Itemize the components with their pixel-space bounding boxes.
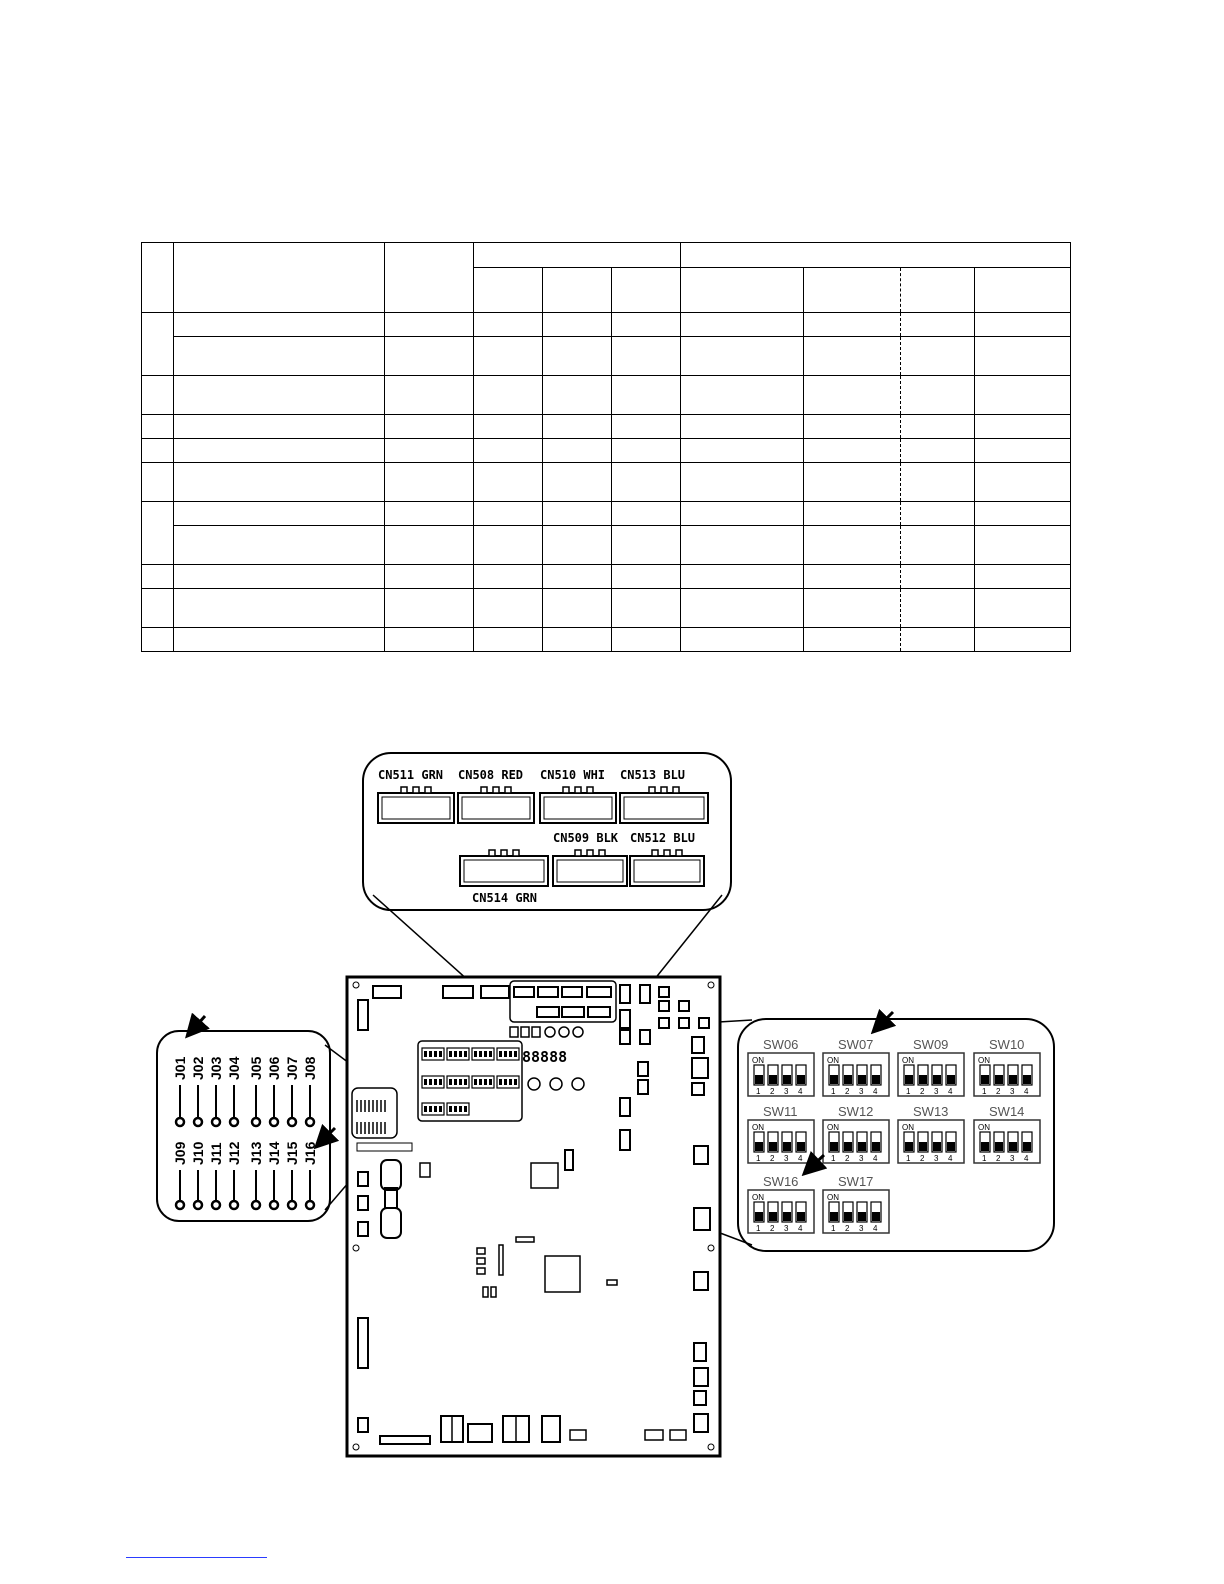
jumper-pad[interactable] [176, 1118, 184, 1126]
board-dip-switch [422, 1048, 444, 1060]
switch-position: 3 [859, 1224, 864, 1233]
board-dip-switch [497, 1048, 519, 1060]
switch-position: 1 [982, 1154, 987, 1163]
switch-position: 1 [982, 1087, 987, 1096]
jumper-label: J16 [302, 1141, 318, 1165]
jumper-label: J06 [266, 1056, 282, 1080]
board-dip-switch [447, 1048, 469, 1060]
switch-position: 3 [1010, 1087, 1015, 1096]
board-dip-switch [447, 1076, 469, 1088]
footer-link-underline [126, 1557, 267, 1558]
jumper-label: J03 [208, 1056, 224, 1080]
switch-position: 4 [873, 1154, 878, 1163]
board-dip-switch [497, 1076, 519, 1088]
switch-position: 3 [934, 1154, 939, 1163]
jumper-label: J10 [190, 1141, 206, 1165]
connector-row2-1 [630, 831, 704, 886]
switch-position: 4 [798, 1087, 803, 1096]
connector-label: CN508 RED [458, 768, 524, 782]
jumper-pad[interactable] [194, 1118, 202, 1126]
switch-position: 4 [1024, 1087, 1029, 1096]
connector-label: CN510 WHI [540, 768, 606, 782]
jumper-pad[interactable] [176, 1201, 184, 1209]
connector-row-1 [378, 768, 708, 823]
switch-position: 3 [784, 1154, 789, 1163]
jumper-label: J02 [190, 1056, 206, 1080]
led-display: 88888 [522, 1048, 568, 1066]
jumper-pad[interactable] [194, 1201, 202, 1209]
switch-label: SW06 [763, 1037, 799, 1052]
switch-label: SW12 [838, 1104, 874, 1119]
switch-on-label: ON [902, 1056, 914, 1065]
jumper-label: J11 [208, 1142, 224, 1165]
jumper-label: J05 [248, 1056, 264, 1080]
switch-position: 2 [845, 1224, 850, 1233]
pcb-board [347, 977, 720, 1456]
switch-on-label: ON [978, 1056, 990, 1065]
jumper-label: J08 [302, 1056, 318, 1080]
switch-position: 4 [798, 1154, 803, 1163]
switch-position: 3 [784, 1224, 789, 1233]
connector-1 [458, 768, 534, 823]
switch-on-label: ON [827, 1193, 839, 1202]
jumper-label: J07 [284, 1056, 300, 1080]
jumper-pad[interactable] [306, 1118, 314, 1126]
switch-position: 2 [996, 1087, 1001, 1096]
switch-position: 3 [934, 1087, 939, 1096]
switch-position: 3 [859, 1087, 864, 1096]
board-dip-switch [447, 1103, 469, 1115]
switch-label: SW17 [838, 1174, 874, 1189]
switch-position: 3 [784, 1087, 789, 1096]
connector-row2-0 [553, 831, 627, 886]
connector-label: CN511 GRN [378, 768, 444, 782]
board-dip-switch [422, 1076, 444, 1088]
connector-2 [540, 768, 616, 823]
jumper-label: J01 [172, 1056, 188, 1080]
switch-position: 1 [906, 1087, 911, 1096]
jumper-pad[interactable] [270, 1201, 278, 1209]
connector-label: CN514 GRN [472, 891, 538, 905]
switch-label: SW13 [913, 1104, 949, 1119]
switch-position: 1 [906, 1154, 911, 1163]
switch-position: 3 [859, 1154, 864, 1163]
switch-position: 2 [770, 1224, 775, 1233]
jumper-pad[interactable] [270, 1118, 278, 1126]
jumper-pad[interactable] [212, 1201, 220, 1209]
switch-on-label: ON [978, 1123, 990, 1132]
switch-position: 1 [831, 1224, 836, 1233]
switch-label: SW10 [989, 1037, 1025, 1052]
switch-position: 2 [920, 1154, 925, 1163]
switch-position: 2 [920, 1087, 925, 1096]
jumper-label: J04 [226, 1056, 242, 1080]
switch-position: 4 [873, 1224, 878, 1233]
switch-position: 4 [873, 1087, 878, 1096]
switch-position: 2 [845, 1154, 850, 1163]
switch-on-label: ON [902, 1123, 914, 1132]
jumper-pad[interactable] [306, 1201, 314, 1209]
jumper-label: J09 [172, 1141, 188, 1165]
jumper-label: J14 [266, 1141, 282, 1165]
jumper-label: J12 [226, 1141, 242, 1165]
switch-position: 2 [996, 1154, 1001, 1163]
switch-position: 1 [831, 1087, 836, 1096]
switch-position: 3 [1010, 1154, 1015, 1163]
jumper-label: J13 [248, 1141, 264, 1165]
jumper-pad[interactable] [230, 1201, 238, 1209]
switch-position: 2 [770, 1087, 775, 1096]
switch-position: 2 [845, 1087, 850, 1096]
switch-label: SW14 [989, 1104, 1025, 1119]
connector-0 [378, 768, 454, 823]
switch-position: 1 [831, 1154, 836, 1163]
board-dip-switch [422, 1103, 444, 1115]
switch-label: SW07 [838, 1037, 874, 1052]
jumper-pad[interactable] [252, 1118, 260, 1126]
switch-on-label: ON [752, 1056, 764, 1065]
switch-position: 4 [948, 1154, 953, 1163]
jumper-pad[interactable] [212, 1118, 220, 1126]
connector-label: CN513 BLU [620, 768, 686, 782]
switch-position: 1 [756, 1087, 761, 1096]
switch-position: 2 [770, 1154, 775, 1163]
switch-label: SW09 [913, 1037, 949, 1052]
switch-position: 4 [798, 1224, 803, 1233]
switch-position: 4 [948, 1087, 953, 1096]
switch-position: 1 [756, 1224, 761, 1233]
switch-label: SW16 [763, 1174, 799, 1189]
switch-on-label: ON [752, 1123, 764, 1132]
switch-on-label: ON [827, 1056, 839, 1065]
switch-label: SW11 [763, 1104, 798, 1119]
switch-on-label: ON [752, 1193, 764, 1202]
jumper-pad[interactable] [288, 1118, 296, 1126]
board-dip-switch [472, 1076, 494, 1088]
board-dip-switch [472, 1048, 494, 1060]
switch-position: 1 [756, 1154, 761, 1163]
switch-position: 4 [1024, 1154, 1029, 1163]
connector-label: CN512 BLU [630, 831, 696, 845]
jumper-pad[interactable] [252, 1201, 260, 1209]
switch-on-label: ON [827, 1123, 839, 1132]
jumper-pad[interactable] [288, 1201, 296, 1209]
jumper-label: J15 [284, 1141, 300, 1165]
connector-label: CN509 BLK [553, 831, 619, 845]
jumper-pad[interactable] [230, 1118, 238, 1126]
connector-bottom [460, 850, 548, 886]
